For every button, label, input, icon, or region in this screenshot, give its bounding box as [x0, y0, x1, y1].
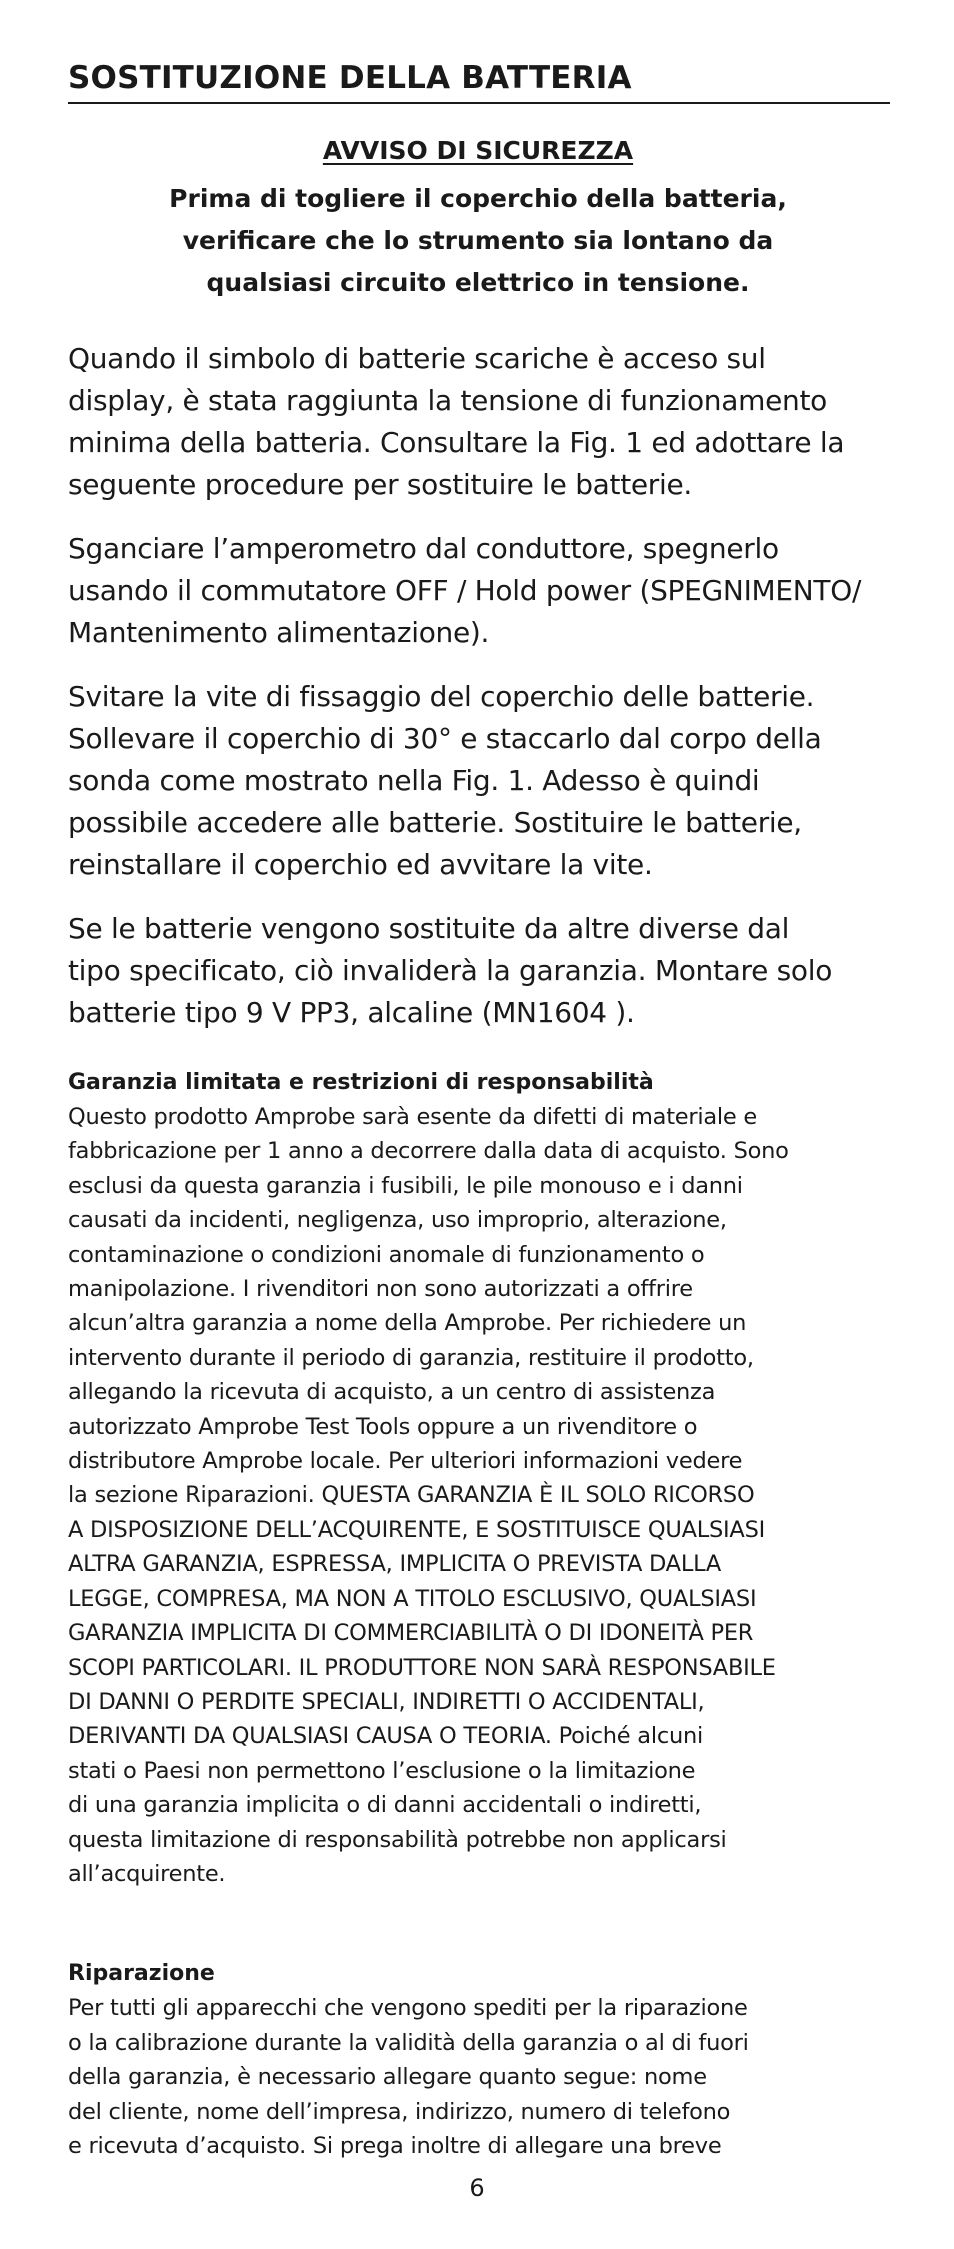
section-title: SOSTITUZIONE DELLA BATTERIA — [68, 58, 890, 104]
warranty-line: manipolazione. I rivenditori non sono autorizzati a offrire — [68, 1276, 693, 1303]
repair-text — [68, 1991, 888, 2163]
repair-line: e ricevuta d’acquisto. Si prega inoltre di allegare una breve — [68, 2132, 722, 2159]
safety-warning-title: AVVISO DI SICUREZZA — [322, 136, 634, 165]
warranty-line: DERIVANTI DA QUALSIASI CAUSA O TEORIA. Poiché alcuni — [68, 1723, 703, 1750]
paragraph-line: possibile accedere alle batterie. Sostituire le batterie, — [68, 806, 802, 839]
warning-line: qualsiasi circuito elettrico in tensione. — [206, 268, 750, 297]
repair-heading: Riparazione — [68, 1961, 215, 1987]
repair-line: della garanzia, è necessario allegare quanto segue: nome — [68, 2064, 707, 2091]
warranty-line: intervento durante il periodo di garanzia, restituire il prodotto, — [68, 1344, 754, 1371]
paragraph-line: batterie tipo 9 V PP3, alcaline (MN1604 ). — [68, 996, 635, 1029]
paragraph-line: Sganciare l’amperometro dal conduttore, spegnerlo — [68, 532, 779, 565]
warranty-section — [68, 1066, 888, 1891]
paragraph-line: reinstallare il coperchio ed avvitare la vite. — [68, 848, 653, 881]
warranty-line: la sezione Riparazioni. QUESTA GARANZIA È IL SOLO RICORSO — [68, 1482, 755, 1509]
paragraph-line: Sollevare il coperchio di 30° e staccarlo dal corpo della — [68, 722, 822, 755]
warranty-line: ALTRA GARANZIA, ESPRESSA, IMPLICITA O PREVISTA DALLA — [68, 1551, 722, 1578]
warranty-line: contaminazione o condizioni anomale di funzionamento o — [68, 1241, 705, 1268]
warranty-line: Questo prodotto Amprobe sarà esente da difetti di materiale e — [68, 1104, 758, 1130]
paragraph-line: Svitare la vite di fissaggio del coperchio delle batterie. — [68, 680, 815, 713]
warranty-line: all’acquirente. — [68, 1860, 226, 1887]
warranty-line: DI DANNI O PERDITE SPECIALI, INDIRETTI O ACCIDENTALI, — [68, 1688, 705, 1715]
paragraph-line: usando il commutatore OFF / Hold power (SPEGNIMENTO/ — [68, 574, 862, 607]
warning-line: verificare che lo strumento sia lontano da — [182, 226, 774, 255]
paragraph-line: display, è stata raggiunta la tensione di funzionamento — [68, 384, 827, 417]
warranty-line: GARANZIA IMPLICITA DI COMMERCIABILITÀ O DI IDONEITÀ PER — [68, 1620, 754, 1647]
paragraph-line: seguente procedure per sostituire le batterie. — [68, 468, 693, 501]
repair-line: Per tutti gli apparecchi che vengono spediti per la riparazione — [68, 1995, 748, 2022]
safety-warning-text — [68, 178, 888, 304]
warning-line: Prima di togliere il coperchio della batteria, — [169, 184, 787, 213]
warranty-line: stati o Paesi non permettono l’esclusione o la limitazione — [68, 1757, 696, 1784]
paragraph-line: tipo specificato, ciò invaliderà la garanzia. Montare solo — [68, 954, 833, 987]
warranty-line: causati da incidenti, negligenza, uso improprio, alterazione, — [68, 1207, 727, 1234]
repair-section — [68, 1957, 888, 2163]
warranty-line: autorizzato Amprobe Test Tools oppure a un rivenditore o — [68, 1413, 698, 1440]
paragraph-line: Se le batterie vengono sostituite da altre diverse dal — [68, 912, 790, 945]
warranty-line: SCOPI PARTICOLARI. IL PRODUTTORE NON SARÀ RESPONSABILE — [68, 1654, 776, 1681]
paragraph-battery-type — [68, 908, 888, 1034]
warranty-line: di una garanzia implicita o di danni accidentali o indiretti, — [68, 1792, 702, 1819]
paragraph-line: sonda come mostrato nella Fig. 1. Adesso è quindi — [68, 764, 760, 797]
paragraph-low-battery — [68, 338, 888, 506]
warranty-line: esclusi da questa garanzia i fusibili, le pile monouso e i danni — [68, 1172, 743, 1199]
warranty-line: LEGGE, COMPRESA, MA NON A TITOLO ESCLUSIVO, QUALSIASI — [68, 1585, 757, 1612]
warranty-line: questa limitazione di responsabilità potrebbe non applicarsi — [68, 1826, 727, 1853]
paragraph-unclip-meter — [68, 528, 888, 654]
paragraph-line: minima della batteria. Consultare la Fig. 1 ed adottare la — [68, 426, 845, 459]
warranty-line: distributore Amprobe locale. Per ulteriori informazioni vedere — [68, 1448, 743, 1475]
document-page — [68, 58, 888, 2163]
paragraph-line: Mantenimento alimentazione). — [68, 616, 490, 649]
repair-line: del cliente, nome dell’impresa, indirizzo, numero di telefono — [68, 2098, 731, 2125]
warranty-line: fabbricazione per 1 anno a decorrere dalla data di acquisto. Sono — [68, 1138, 789, 1165]
warranty-text — [68, 1100, 888, 1891]
warranty-line: allegando la ricevuta di acquisto, a un centro di assistenza — [68, 1379, 716, 1406]
repair-line: o la calibrazione durante la validità della garanzia o al di fuori — [68, 2029, 749, 2056]
warranty-heading: Garanzia limitata e restrizioni di responsabilità — [68, 1070, 654, 1095]
warranty-line: alcun’altra garanzia a nome della Amprobe. Per richiedere un — [68, 1310, 747, 1337]
paragraph-remove-cover — [68, 676, 888, 886]
paragraph-line: Quando il simbolo di batterie scariche è acceso sul — [68, 342, 766, 375]
page-number: 6 — [469, 2174, 485, 2202]
warranty-line: A DISPOSIZIONE DELL’ACQUIRENTE, E SOSTITUISCE QUALSIASI — [68, 1516, 765, 1543]
